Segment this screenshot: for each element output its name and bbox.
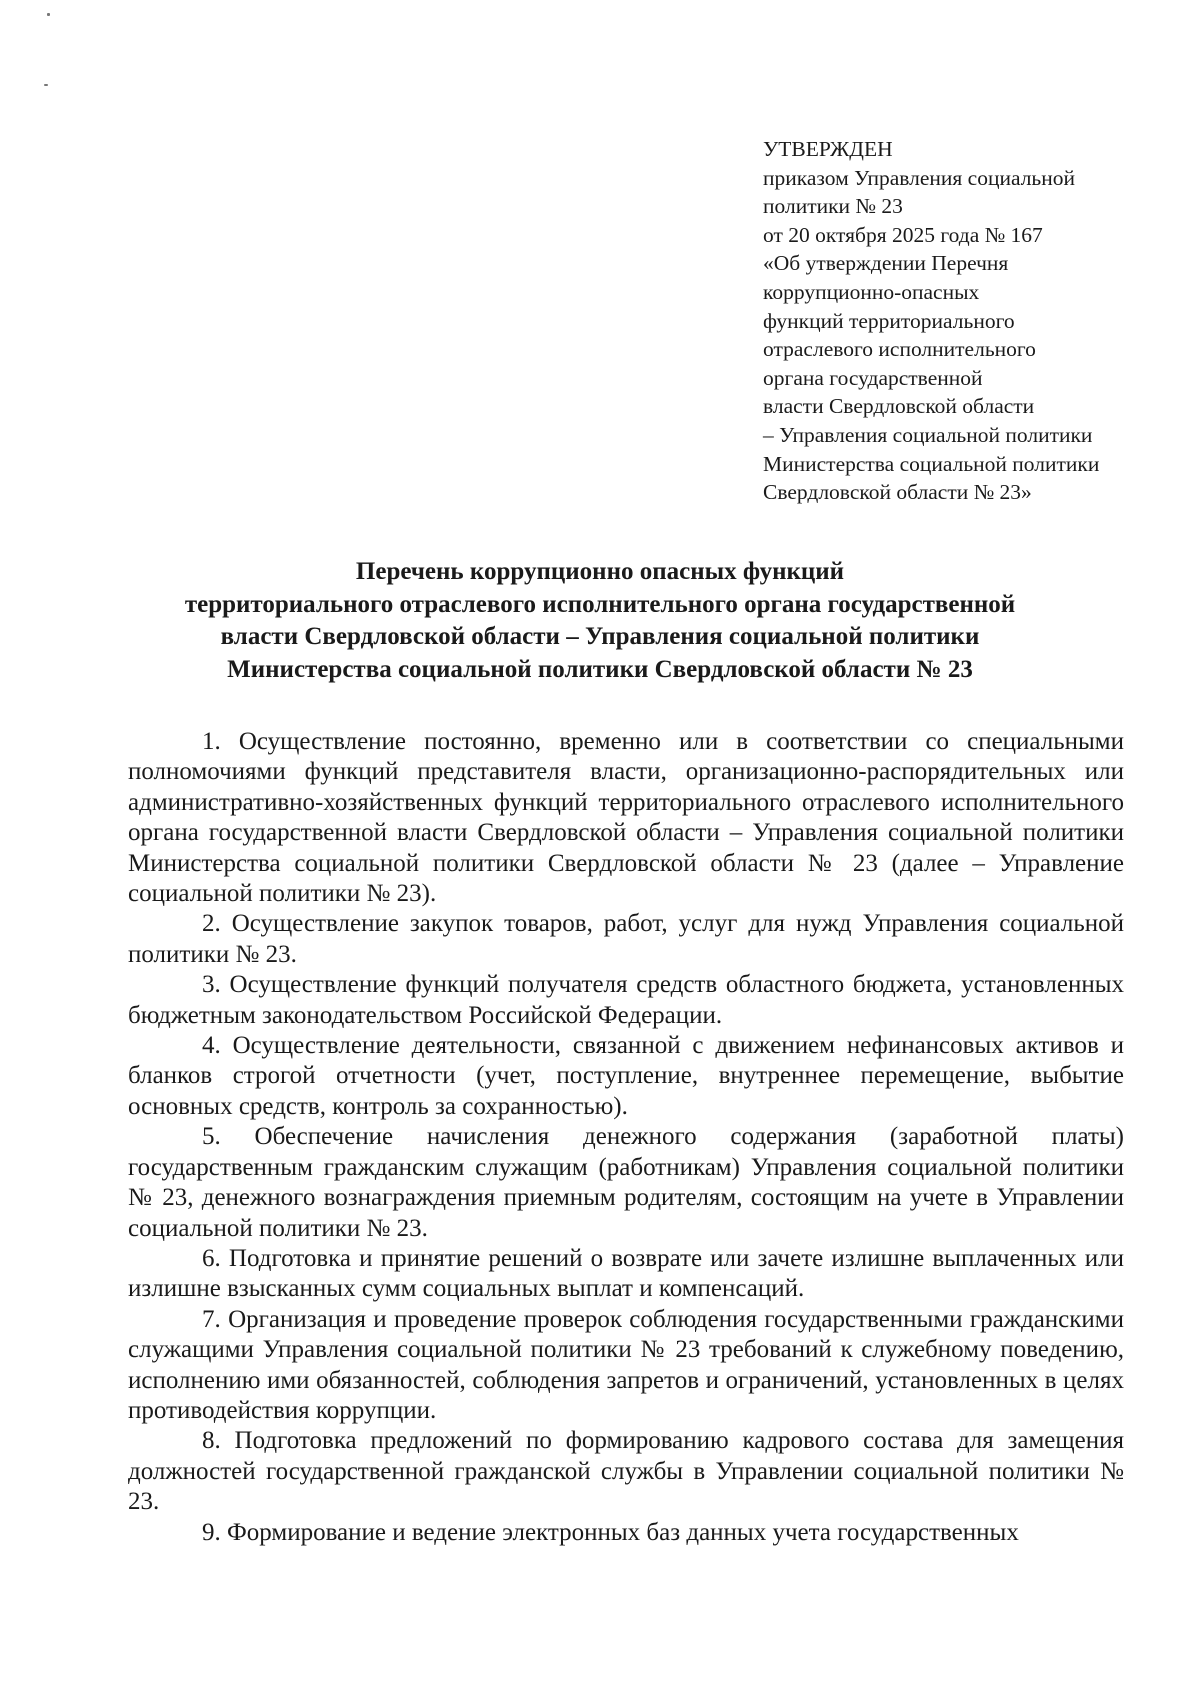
item-text: Организация и проведение проверок соблюдения государственными гражданскими служащими Управления социальной политики № 23 требований к служебному поведению, исполнению ими обязанностей, соблюдения запретов и ограничений, установленных в целях противодействия коррупции. bbox=[128, 1305, 1124, 1424]
scan-speck bbox=[47, 13, 50, 16]
title-line: территориального отраслевого исполнительного органа государственной bbox=[184, 590, 1016, 618]
list-item bbox=[128, 1244, 1124, 1305]
scan-speck bbox=[44, 84, 48, 86]
item-number: 4. bbox=[202, 1032, 221, 1060]
item-text: Подготовка предложений по формированию кадрового состава для замещения должностей государственной гражданской службы в Управлении социальной политики № 23. bbox=[128, 1427, 1124, 1516]
title-line: Министерства социальной политики Свердловской области № 23 bbox=[227, 655, 973, 683]
approval-line: – Управления социальной политики bbox=[763, 422, 1093, 447]
functions-list bbox=[128, 727, 1124, 1548]
item-number: 5. bbox=[202, 1123, 221, 1151]
item-text: Обеспечение начисления денежного содержания (заработной платы) государственным гражданским служащим (работникам) Управления социальной политики № 23, денежного вознаграждения приемным родителям, состоящим на учете в Управлении социальной политики № 23. bbox=[128, 1123, 1125, 1242]
list-item bbox=[128, 970, 1124, 1031]
item-number: 8. bbox=[202, 1427, 221, 1455]
approval-line: функций территориального bbox=[763, 308, 1015, 333]
approval-line: приказом Управления социальной bbox=[763, 165, 1075, 190]
approval-line: от 20 октября 2025 года № 167 bbox=[763, 222, 1043, 247]
item-number: 2. bbox=[202, 910, 221, 938]
list-item bbox=[128, 1518, 1124, 1548]
item-text: Подготовка и принятие решений о возврате или зачете излишне выплаченных или излишне взысканных сумм социальных выплат и компенсаций. bbox=[128, 1244, 1125, 1303]
list-item bbox=[128, 1305, 1124, 1427]
item-text: Осуществление закупок товаров, работ, услуг для нужд Управления социальной политики № 23. bbox=[128, 910, 1125, 968]
list-item bbox=[128, 1122, 1124, 1244]
title-line: Перечень коррупционно опасных функций bbox=[355, 558, 845, 585]
document-title bbox=[110, 556, 1090, 686]
approval-line: коррупционно-опасных bbox=[763, 279, 980, 304]
item-number: 6. bbox=[202, 1244, 221, 1272]
list-item bbox=[128, 1426, 1124, 1517]
item-number: 3. bbox=[202, 971, 221, 999]
item-number: 9. bbox=[202, 1518, 221, 1546]
approval-block bbox=[763, 135, 1183, 507]
approval-line: «Об утверждении Перечня bbox=[763, 251, 1009, 276]
approval-line: органа государственной bbox=[763, 365, 983, 390]
item-number: 7. bbox=[202, 1305, 221, 1333]
list-item bbox=[128, 1031, 1124, 1122]
approval-line: Министерства социальной политики bbox=[763, 451, 1100, 476]
title-line: власти Свердловской области – Управления социальной политики bbox=[220, 623, 980, 650]
list-item bbox=[128, 909, 1124, 970]
item-text: Осуществление деятельности, связанной с движением нефинансовых активов и бланков строгой отчетности (учет, поступление, внутреннее перемещение, выбытие основных средств, контроль за сохранностью). bbox=[128, 1032, 1124, 1120]
item-text: Осуществление постоянно, временно или в соответствии со специальными полномочиями функций представителя власти, организационно-распорядительных или административно-хозяйственных функций территориального отраслевого исполнительного органа государственной власти Свердловской области – Управления социальной политики Министерства социальной политики Свердловской области № 23 (далее – Управление социальной политики № 23). bbox=[128, 728, 1124, 908]
approval-line: отраслевого исполнительного bbox=[763, 337, 1036, 362]
item-text: Формирование и ведение электронных баз данных учета государственных bbox=[227, 1518, 1019, 1546]
approval-line: Свердловской области № 23» bbox=[763, 480, 1032, 505]
item-number: 1. bbox=[202, 728, 221, 755]
approval-line: власти Свердловской области bbox=[763, 394, 1035, 419]
item-text: Осуществление функций получателя средств областного бюджета, установленных бюджетным законодательством Российской Федерации. bbox=[128, 971, 1125, 1029]
approval-line: УТВЕРЖДЕН bbox=[763, 137, 893, 161]
list-item bbox=[128, 727, 1124, 909]
approval-line: политики № 23 bbox=[763, 194, 903, 219]
